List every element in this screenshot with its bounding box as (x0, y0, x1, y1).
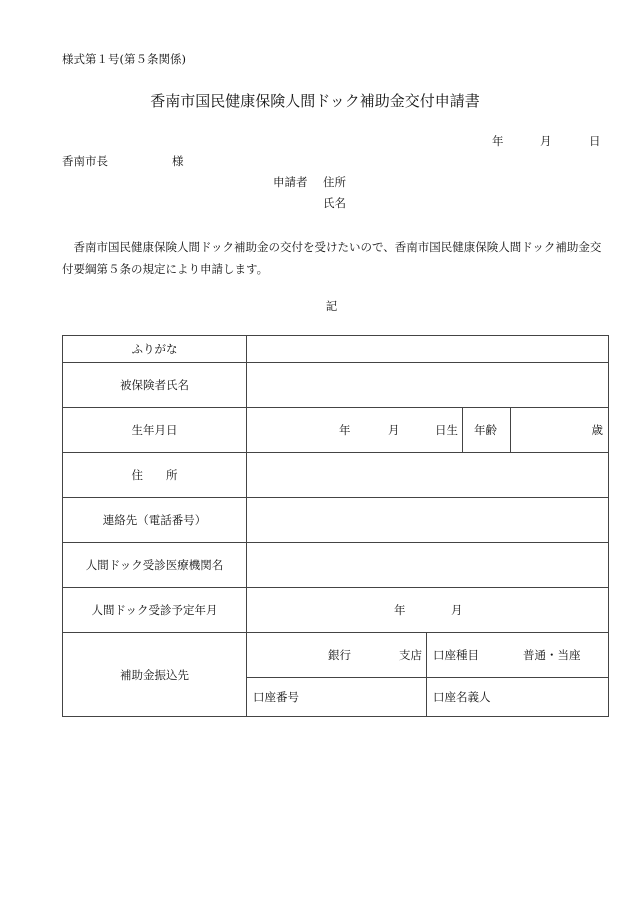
bank-branch-field[interactable] (247, 633, 427, 678)
birthdate-label: 生年月日 (63, 408, 247, 453)
birth-day-unit: 日生 (435, 423, 458, 437)
date-month: 月 (540, 134, 552, 148)
account-holder-field[interactable] (427, 678, 609, 717)
date-year: 年 (492, 134, 504, 148)
table-row (63, 498, 609, 543)
birthdate-field[interactable] (247, 408, 609, 453)
furigana-label: ふりがな (63, 336, 247, 363)
furigana-field[interactable] (247, 336, 609, 363)
insured-name-label: 被保険者氏名 (63, 363, 247, 408)
table-row (63, 633, 609, 678)
application-table (62, 335, 609, 717)
account-number-label: 口座番号 (253, 690, 299, 704)
applicant-address-label: 住所 (323, 175, 346, 189)
table-row (63, 543, 609, 588)
contact-field[interactable] (247, 498, 609, 543)
age-input[interactable] (511, 408, 608, 452)
birth-month-unit: 月 (388, 423, 400, 437)
planned-year-unit: 年 (394, 603, 406, 617)
account-type-field[interactable] (427, 633, 609, 678)
addressee: 香南市長 (62, 154, 108, 168)
age-unit: 歳 (591, 423, 603, 437)
bank-unit: 銀行 (328, 648, 351, 662)
account-type-label: 口座種目 (433, 648, 479, 662)
date-day: 日 (589, 134, 601, 148)
birthdate-input[interactable] (247, 408, 463, 452)
account-holder-label: 口座名義人 (433, 690, 491, 704)
address-field[interactable] (247, 453, 609, 498)
ki-heading: 記 (325, 299, 338, 313)
insured-name-field[interactable] (247, 363, 609, 408)
honorific: 様 (172, 154, 184, 168)
form-number: 様式第１号(第５条関係) (62, 52, 186, 66)
address-label: 住 所 (63, 453, 247, 498)
contact-label: 連絡先（電話番号） (63, 498, 247, 543)
applicant-name-label: 氏名 (323, 196, 346, 210)
table-row (63, 588, 609, 633)
application-statement: 香南市国民健康保険人間ドック補助金の交付を受けたいので、香南市国民健康保険人間ドック補助金交付要綱第５条の規定により申請します。 (62, 240, 602, 276)
institution-label: 人間ドック受診医療機関名 (63, 543, 247, 588)
birth-year-unit: 年 (339, 423, 351, 437)
planned-month-label: 人間ドック受診予定年月 (63, 588, 247, 633)
table-row (63, 336, 609, 363)
account-type-options: 普通・当座 (523, 648, 581, 662)
table-row (63, 408, 609, 453)
account-number-field[interactable] (247, 678, 427, 717)
age-label: 年齢 (474, 423, 497, 437)
page-title: 香南市国民健康保険人間ドック補助金交付申請書 (150, 92, 480, 110)
table-row (63, 453, 609, 498)
age-label-cell (463, 408, 511, 452)
bank-transfer-label: 補助金振込先 (63, 633, 247, 717)
branch-unit: 支店 (399, 648, 422, 662)
institution-field[interactable] (247, 543, 609, 588)
planned-month-field[interactable] (247, 588, 609, 633)
table-row (63, 363, 609, 408)
planned-month-unit: 月 (451, 603, 463, 617)
applicant-label: 申請者 (273, 175, 308, 189)
